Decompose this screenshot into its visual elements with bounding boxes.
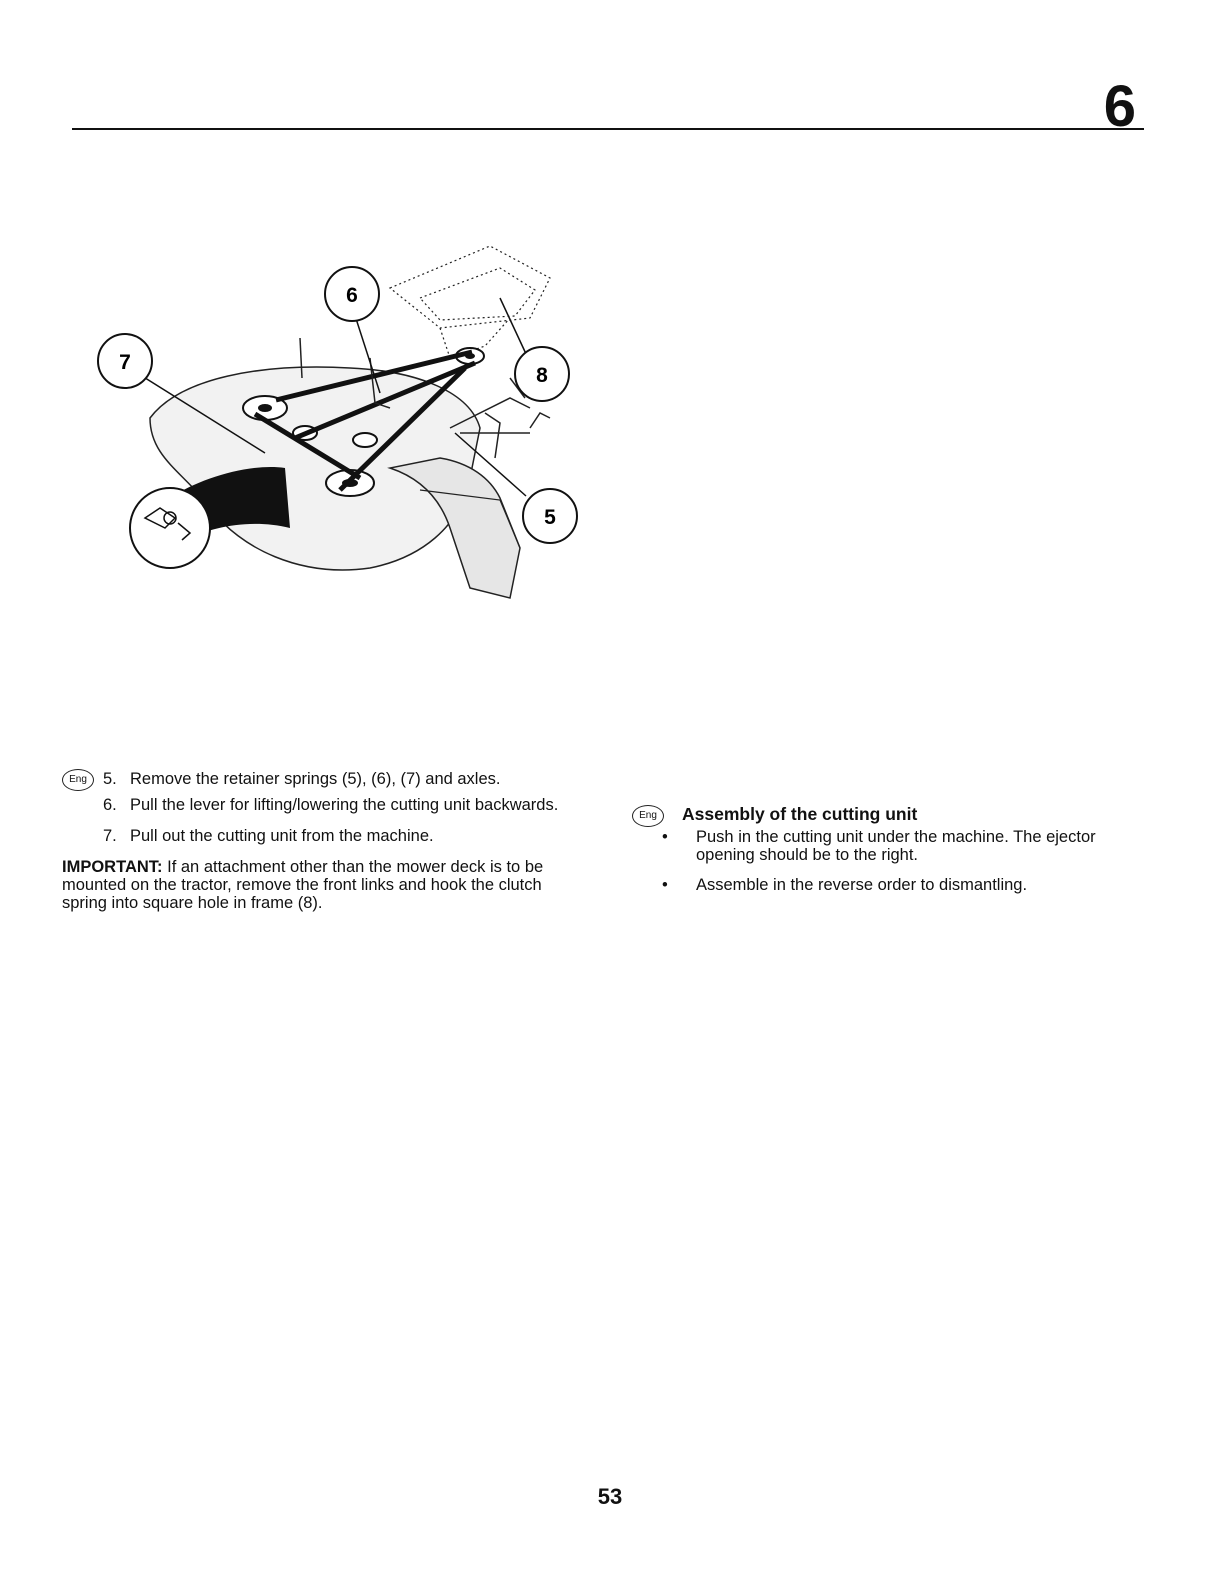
step-text: Pull the lever for lifting/lowering the cutting unit backwards. (130, 796, 559, 814)
step-number: 5. (103, 770, 117, 788)
callout-label-5: 5 (544, 506, 556, 529)
section-title: Assembly of the cutting unit (682, 804, 918, 824)
bullet-text: Push in the cutting unit under the machine. The ejector opening should be to the right. (696, 828, 1096, 864)
bullet-text: Assemble in the reverse order to dismantling. (696, 876, 1028, 894)
bullet-dot-icon: • (662, 876, 668, 894)
list-item (632, 828, 1142, 864)
step-text: Remove the retainer springs (5), (6), (7) and axles. (130, 770, 501, 788)
step-6 (62, 796, 582, 814)
left-column (62, 770, 582, 912)
callout-6 (325, 267, 379, 321)
step-7 (62, 827, 582, 845)
right-column (632, 805, 1142, 906)
callout-label-7: 7 (119, 351, 131, 374)
detail-inset-circle (130, 488, 210, 568)
callout-label-6: 6 (346, 284, 358, 307)
english-language-badge: Eng (632, 805, 664, 827)
important-text: If an attachment other than the mower deck is to be mounted on the tractor, remove the front links and hook the clutch spring into square hole in frame (8). (62, 858, 544, 912)
list-item (632, 876, 1142, 894)
chapter-rule (72, 128, 1144, 130)
important-label: IMPORTANT (62, 858, 158, 876)
page-number: 53 (597, 1484, 623, 1509)
callout-label-8: 8 (536, 364, 548, 387)
mower-deck-illustration (90, 228, 610, 608)
important-note: IMPORTANT: If an attachment other than the mower deck is to be mounted on the tractor, remove the front links and hook the clutch spring into square hole in frame (8). (62, 858, 544, 912)
callout-5 (523, 489, 577, 543)
step-number: 6. (103, 796, 117, 814)
assembly-section-heading (632, 805, 1142, 824)
step-number: 7. (103, 827, 117, 845)
assembly-bullet-list (632, 828, 1142, 894)
english-language-badge: Eng (62, 769, 94, 791)
callout-8 (515, 347, 569, 401)
bullet-dot-icon: • (662, 828, 668, 846)
callout-7 (98, 334, 152, 388)
step-text: Pull out the cutting unit from the machine. (130, 827, 434, 845)
chapter-number: 6 (1103, 74, 1136, 139)
step-5 (62, 770, 582, 788)
